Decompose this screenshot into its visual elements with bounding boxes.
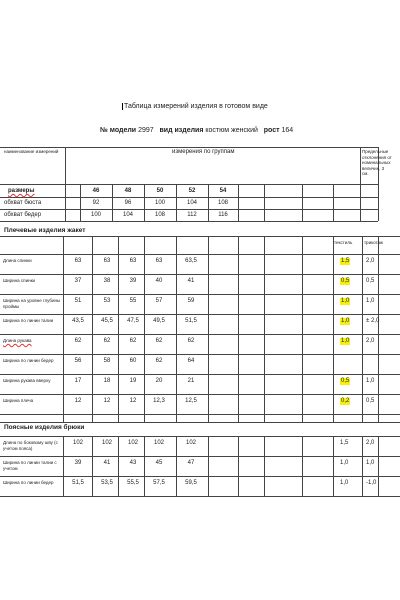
body-row-label: обхват бюста	[4, 200, 42, 206]
trousers-knit: 1,0	[366, 460, 375, 466]
body-row-value: 108	[154, 212, 165, 218]
table-rule	[208, 436, 209, 496]
trousers-row-value: 55,5	[127, 480, 139, 486]
jacket-textile: 1,0	[341, 318, 350, 324]
header-groups: измерения по группам	[172, 149, 235, 155]
table-rule	[0, 394, 400, 395]
trousers-row-value: 102	[101, 440, 112, 446]
table-rule	[0, 334, 400, 335]
jacket-row-value: 12	[74, 398, 82, 404]
size-value: 50	[156, 188, 164, 194]
jacket-row-value: 55	[129, 298, 137, 304]
body-row-value: 100	[90, 212, 101, 218]
jacket-row-value: 62	[129, 338, 137, 344]
table-rule	[176, 436, 177, 496]
table-rule	[378, 236, 379, 422]
body-row-value: 116	[218, 212, 228, 218]
jacket-row-value: 62	[103, 338, 111, 344]
jacket-row-value: 63,5	[185, 258, 197, 264]
jacket-row-value: 62	[155, 338, 163, 344]
body-row-value: 104	[122, 212, 133, 218]
trousers-row-value: 41	[103, 460, 111, 466]
body-row-value: 108	[217, 200, 228, 206]
table-rule	[0, 314, 400, 315]
table-rule	[0, 197, 378, 198]
jacket-row-value: 19	[129, 378, 137, 384]
jacket-row-value: 20	[155, 378, 163, 384]
jacket-row-value: 45,5	[101, 318, 113, 324]
jacket-row-value: 12	[129, 398, 137, 404]
size-value: 48	[124, 188, 132, 194]
jacket-row-value: 12,5	[185, 398, 197, 404]
table-rule	[360, 147, 361, 221]
table-rule	[0, 221, 378, 222]
jacket-row-value: 51	[74, 298, 82, 304]
jacket-row-value: 41	[187, 278, 195, 284]
table-rule	[0, 476, 400, 477]
table-rule	[0, 147, 378, 148]
jacket-row-value: 47,5	[127, 318, 139, 324]
table-rule	[0, 209, 378, 210]
table-rule	[0, 236, 400, 237]
jacket-knit: 0,5	[366, 278, 375, 284]
jacket-knit: 2,0	[366, 338, 375, 344]
jacket-knit: ± 2,0	[366, 318, 380, 324]
jacket-section-title: Плечевые изделия жакет	[4, 227, 86, 234]
jacket-row-value: 21	[187, 378, 195, 384]
jacket-row-value: 64	[187, 358, 195, 364]
table-rule	[238, 436, 239, 496]
body-row-value: 104	[186, 200, 197, 206]
table-rule	[0, 374, 400, 375]
trousers-row-label: Ширина по линии бедер	[3, 480, 54, 485]
jacket-row-label: Ширина рукава вверху	[3, 378, 51, 383]
jacket-textile: 0,2	[341, 398, 350, 404]
body-row-value: 92	[92, 200, 100, 206]
trousers-knit: -1,0	[366, 480, 377, 486]
jacket-row-value: 12	[103, 398, 111, 404]
jacket-row-value: 62	[74, 338, 82, 344]
jacket-row-value: 43,5	[72, 318, 84, 324]
jacket-textile: 0,5	[341, 278, 350, 284]
jacket-row-label: Ширина на уровне глубины проймы	[3, 298, 61, 309]
table-rule	[264, 184, 265, 221]
jacket-row-label: Длина рукава	[3, 338, 32, 343]
jacket-row-value: 12,3	[153, 398, 165, 404]
table-rule	[238, 236, 239, 422]
table-rule	[176, 236, 177, 422]
trousers-row-value: 102	[72, 440, 83, 446]
jacket-row-value: 59	[187, 298, 195, 304]
jacket-textile: 1,0	[341, 298, 350, 304]
table-rule	[264, 236, 265, 422]
jacket-knit: 0,5	[366, 398, 375, 404]
jacket-row-value: 18	[103, 378, 111, 384]
table-rule	[362, 236, 363, 422]
jacket-row-value: 62	[155, 358, 163, 364]
table-rule	[264, 436, 265, 496]
table-rule	[238, 184, 239, 221]
table-rule	[65, 147, 66, 221]
table-rule	[63, 436, 64, 496]
trousers-knit: 2,0	[366, 440, 375, 446]
header-note: Предельные отклонения от номинальных величин, 3 см.	[362, 149, 392, 176]
table-rule	[63, 236, 64, 422]
jacket-row-value: 39	[129, 278, 137, 284]
jacket-row-value: 60	[129, 358, 137, 364]
trousers-row-value: 53,5	[101, 480, 113, 486]
table-rule	[0, 274, 400, 275]
jacket-row-value: 63	[129, 258, 137, 264]
trousers-section-title: Поясные изделия брюки	[4, 424, 85, 431]
trousers-row-label: Длина по боковому шву (с учетом пояса)	[3, 440, 58, 451]
table-rule	[0, 436, 400, 437]
jacket-row-value: 53	[103, 298, 111, 304]
jacket-row-value: 63	[155, 258, 163, 264]
jacket-textile: 0,5	[341, 378, 350, 384]
table-rule	[302, 436, 303, 496]
jacket-row-value: 17	[74, 378, 82, 384]
jacket-row-value: 37	[74, 278, 82, 284]
jacket-row-label: Ширина по линии бедер	[3, 358, 54, 363]
jacket-row-value: 40	[155, 278, 163, 284]
table-rule	[0, 254, 400, 255]
jacket-row-label: Ширина спинки	[3, 278, 36, 283]
size-value: 52	[188, 188, 196, 194]
size-value: 54	[219, 188, 227, 194]
body-row-label: обхват бедер	[4, 212, 42, 218]
sizes-label: размеры	[8, 188, 35, 194]
table-rule	[0, 414, 400, 415]
table-rule	[0, 354, 400, 355]
jacket-textile: 1,0	[341, 338, 350, 344]
model-line: № модели 2997 вид изделия костюм женский рост 164	[100, 127, 294, 134]
table-rule	[92, 436, 93, 496]
table-rule	[92, 236, 93, 422]
table-rule	[362, 436, 363, 496]
jacket-knit: 1,0	[366, 378, 375, 384]
table-rule	[302, 184, 303, 221]
jacket-knit: 1,0	[366, 298, 375, 304]
body-row-value: 96	[124, 200, 132, 206]
jacket-row-value: 62	[187, 338, 195, 344]
jacket-row-label: Длина спинки	[3, 258, 32, 263]
table-rule	[333, 184, 334, 221]
table-rule	[0, 422, 400, 423]
table-rule	[0, 294, 400, 295]
trousers-textile: 1,5	[340, 440, 349, 446]
table-rule	[378, 436, 379, 496]
trousers-row-value: 39	[74, 460, 82, 466]
jacket-textile: 1,5	[341, 258, 350, 264]
trousers-row-value: 102	[185, 440, 196, 446]
trousers-row-value: 51,5	[72, 480, 84, 486]
table-title: Таблица измерений изделия в готовом виде	[124, 103, 268, 110]
table-rule	[208, 236, 209, 422]
trousers-row-value: 45	[155, 460, 163, 466]
table-rule	[0, 184, 378, 185]
trousers-row-value: 47	[187, 460, 195, 466]
trousers-row-value: 43	[129, 460, 137, 466]
table-rule	[333, 236, 334, 422]
trousers-row-value: 57,5	[153, 480, 165, 486]
trousers-textile: 1,0	[340, 480, 349, 486]
jacket-row-label: Ширина плеча	[3, 398, 34, 403]
jacket-knit: 2,0	[366, 258, 375, 264]
jacket-row-value: 63	[74, 258, 82, 264]
trousers-textile: 1,0	[340, 460, 349, 466]
table-rule	[0, 496, 400, 497]
jacket-row-value: 57	[155, 298, 163, 304]
table-rule	[333, 436, 334, 496]
col-textile: текстиль	[334, 240, 353, 245]
jacket-row-label: Ширина по линии талии	[3, 318, 54, 323]
trousers-row-value: 102	[127, 440, 138, 446]
jacket-row-value: 56	[74, 358, 82, 364]
trousers-row-label: Ширина по линии талии с учетом	[3, 460, 57, 471]
jacket-row-value: 51,5	[185, 318, 197, 324]
jacket-row-value: 49,5	[153, 318, 165, 324]
table-rule	[302, 236, 303, 422]
jacket-row-value: 58	[103, 358, 111, 364]
header-name-col: наименование измерений	[4, 149, 59, 154]
trousers-row-value: 59,5	[185, 480, 197, 486]
body-row-value: 112	[187, 212, 197, 218]
table-rule	[0, 456, 400, 457]
trousers-row-value: 102	[153, 440, 164, 446]
body-row-value: 100	[154, 200, 165, 206]
col-knit: трикотаж	[364, 240, 384, 245]
jacket-row-value: 38	[103, 278, 111, 284]
size-value: 46	[92, 188, 100, 194]
jacket-row-value: 63	[103, 258, 111, 264]
